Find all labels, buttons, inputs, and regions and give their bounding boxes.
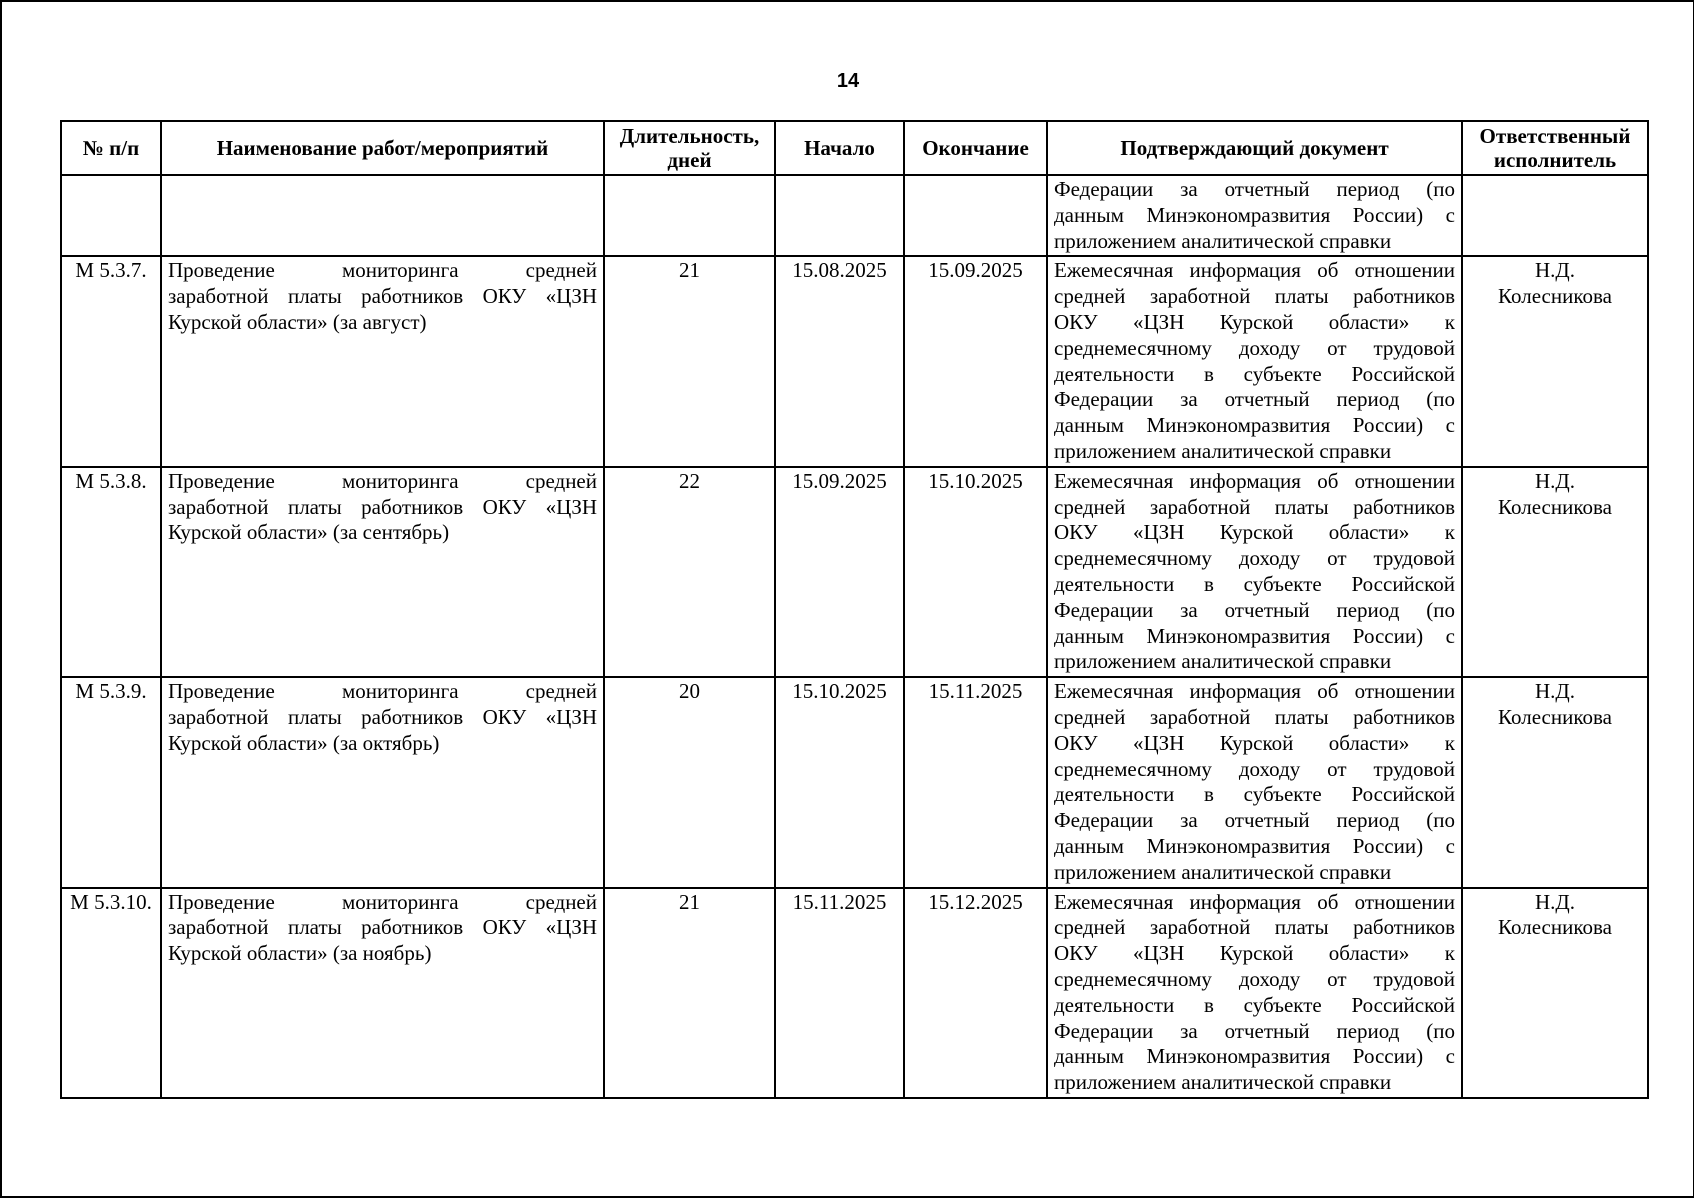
document-line: Ежемесячная информация об отношении [1054,468,1455,493]
document-line: данным Минэкономразвития России) с [1054,833,1455,858]
header-number: № п/п [61,121,161,175]
cell-end: 15.11.2025 [904,677,1047,887]
header-duration: Длительность, дней [604,121,775,175]
schedule-table [60,120,1649,1099]
table-row [61,256,1648,466]
name-line: Проведение мониторинга средней [168,258,597,283]
responsible-line: Н.Д. [1535,889,1575,914]
document-line: Ежемесячная информация об отношении [1054,889,1455,914]
cell-responsible [1462,467,1648,677]
cell-responsible [1462,888,1648,1098]
name-line: Курской области» (за сентябрь) [168,520,450,545]
cell-responsible [1462,175,1648,256]
cell-duration: 21 [604,888,775,1098]
cell-number [61,175,161,256]
cell-start: 15.11.2025 [775,888,904,1098]
header-document: Подтверждающий документ [1047,121,1462,175]
cell-document [1047,677,1462,887]
document-line: приложением аналитической справки [1054,438,1392,463]
header-start: Начало [775,121,904,175]
cell-duration: 21 [604,256,775,466]
cell-responsible [1462,256,1648,466]
cell-document [1047,467,1462,677]
name-line: заработной платы работников ОКУ «ЦЗН [168,915,597,940]
responsible-line: Колесникова [1498,284,1612,309]
cell-start [775,175,904,256]
table-row [61,888,1648,1098]
document-line: данным Минэкономразвития России) с [1054,623,1455,648]
cell-responsible [1462,677,1648,887]
cell-document [1047,175,1462,256]
document-line: Федерации за отчетный период (по [1054,387,1455,412]
name-line: заработной платы работников ОКУ «ЦЗН [168,284,597,309]
cell-start: 15.10.2025 [775,677,904,887]
document-line: деятельности в субъекте Российской [1054,992,1455,1017]
cell-start: 15.09.2025 [775,467,904,677]
cell-start: 15.08.2025 [775,256,904,466]
table-row [61,677,1648,887]
document-line: деятельности в субъекте Российской [1054,361,1455,386]
document-line: среднемесячному доходу от трудовой [1054,335,1455,360]
cell-duration [604,175,775,256]
page-number: 14 [836,70,860,92]
document-line: приложением аналитической справки [1054,649,1392,674]
cell-document [1047,888,1462,1098]
cell-duration: 22 [604,467,775,677]
document-line: средней заработной платы работников [1054,284,1455,309]
responsible-line: Колесникова [1498,704,1612,729]
cell-name [161,467,604,677]
document-line: Ежемесячная информация об отношении [1054,679,1455,704]
name-line: Проведение мониторинга средней [168,679,597,704]
header-end: Окончание [904,121,1047,175]
document-line: Федерации за отчетный период (по [1054,808,1455,833]
document-line: среднемесячному доходу от трудовой [1054,546,1455,571]
cell-number: М 5.3.10. [61,888,161,1098]
name-line: заработной платы работников ОКУ «ЦЗН [168,494,597,519]
document-line: ОКУ «ЦЗН Курской области» к [1054,730,1455,755]
document-line: ОКУ «ЦЗН Курской области» к [1054,941,1455,966]
header-responsible: Ответственный исполнитель [1462,121,1648,175]
document-line: средней заработной платы работников [1054,915,1455,940]
responsible-line: Колесникова [1498,915,1612,940]
document-line: Ежемесячная информация об отношении [1054,258,1455,283]
document-line: приложением аналитической справки [1054,228,1392,253]
cell-end [904,175,1047,256]
table-row [61,467,1648,677]
document-line: данным Минэкономразвития России) с [1054,1044,1455,1069]
table-row-continuation [61,175,1648,256]
name-line: Курской области» (за август) [168,309,427,334]
document-line: Федерации за отчетный период (по [1054,177,1455,201]
document-line: среднемесячному доходу от трудовой [1054,966,1455,991]
document-line: данным Минэкономразвития России) с [1054,413,1455,438]
document-line: приложением аналитической справки [1054,859,1392,884]
document-line: ОКУ «ЦЗН Курской области» к [1054,520,1455,545]
document-line: деятельности в субъекте Российской [1054,782,1455,807]
cell-name [161,677,604,887]
document-line: средней заработной платы работников [1054,704,1455,729]
document-line: данным Минэкономразвития России) с [1054,202,1455,227]
cell-end: 15.09.2025 [904,256,1047,466]
name-line: Проведение мониторинга средней [168,889,597,914]
document-line: Федерации за отчетный период (по [1054,1018,1455,1043]
cell-end: 15.10.2025 [904,467,1047,677]
cell-document [1047,256,1462,466]
cell-name [161,888,604,1098]
document-line: деятельности в субъекте Российской [1054,571,1455,596]
responsible-line: Колесникова [1498,494,1612,519]
name-line: Курской области» (за ноябрь) [168,941,432,966]
cell-number: М 5.3.7. [61,256,161,466]
cell-number: М 5.3.8. [61,467,161,677]
cell-number: М 5.3.9. [61,677,161,887]
document-line: средней заработной платы работников [1054,494,1455,519]
document-line: Федерации за отчетный период (по [1054,597,1455,622]
document-line: приложением аналитической справки [1054,1070,1392,1095]
cell-name [161,256,604,466]
responsible-line: Н.Д. [1535,258,1575,283]
document-line: ОКУ «ЦЗН Курской области» к [1054,309,1455,334]
document-line: среднемесячному доходу от трудовой [1054,756,1455,781]
cell-end: 15.12.2025 [904,888,1047,1098]
cell-name [161,175,604,256]
name-line: Проведение мониторинга средней [168,468,597,493]
name-line: Курской области» (за октябрь) [168,730,440,755]
responsible-line: Н.Д. [1535,679,1575,704]
responsible-line: Н.Д. [1535,468,1575,493]
header-name: Наименование работ/мероприятий [161,121,604,175]
name-line: заработной платы работников ОКУ «ЦЗН [168,704,597,729]
table-header-row [61,121,1648,175]
cell-duration: 20 [604,677,775,887]
